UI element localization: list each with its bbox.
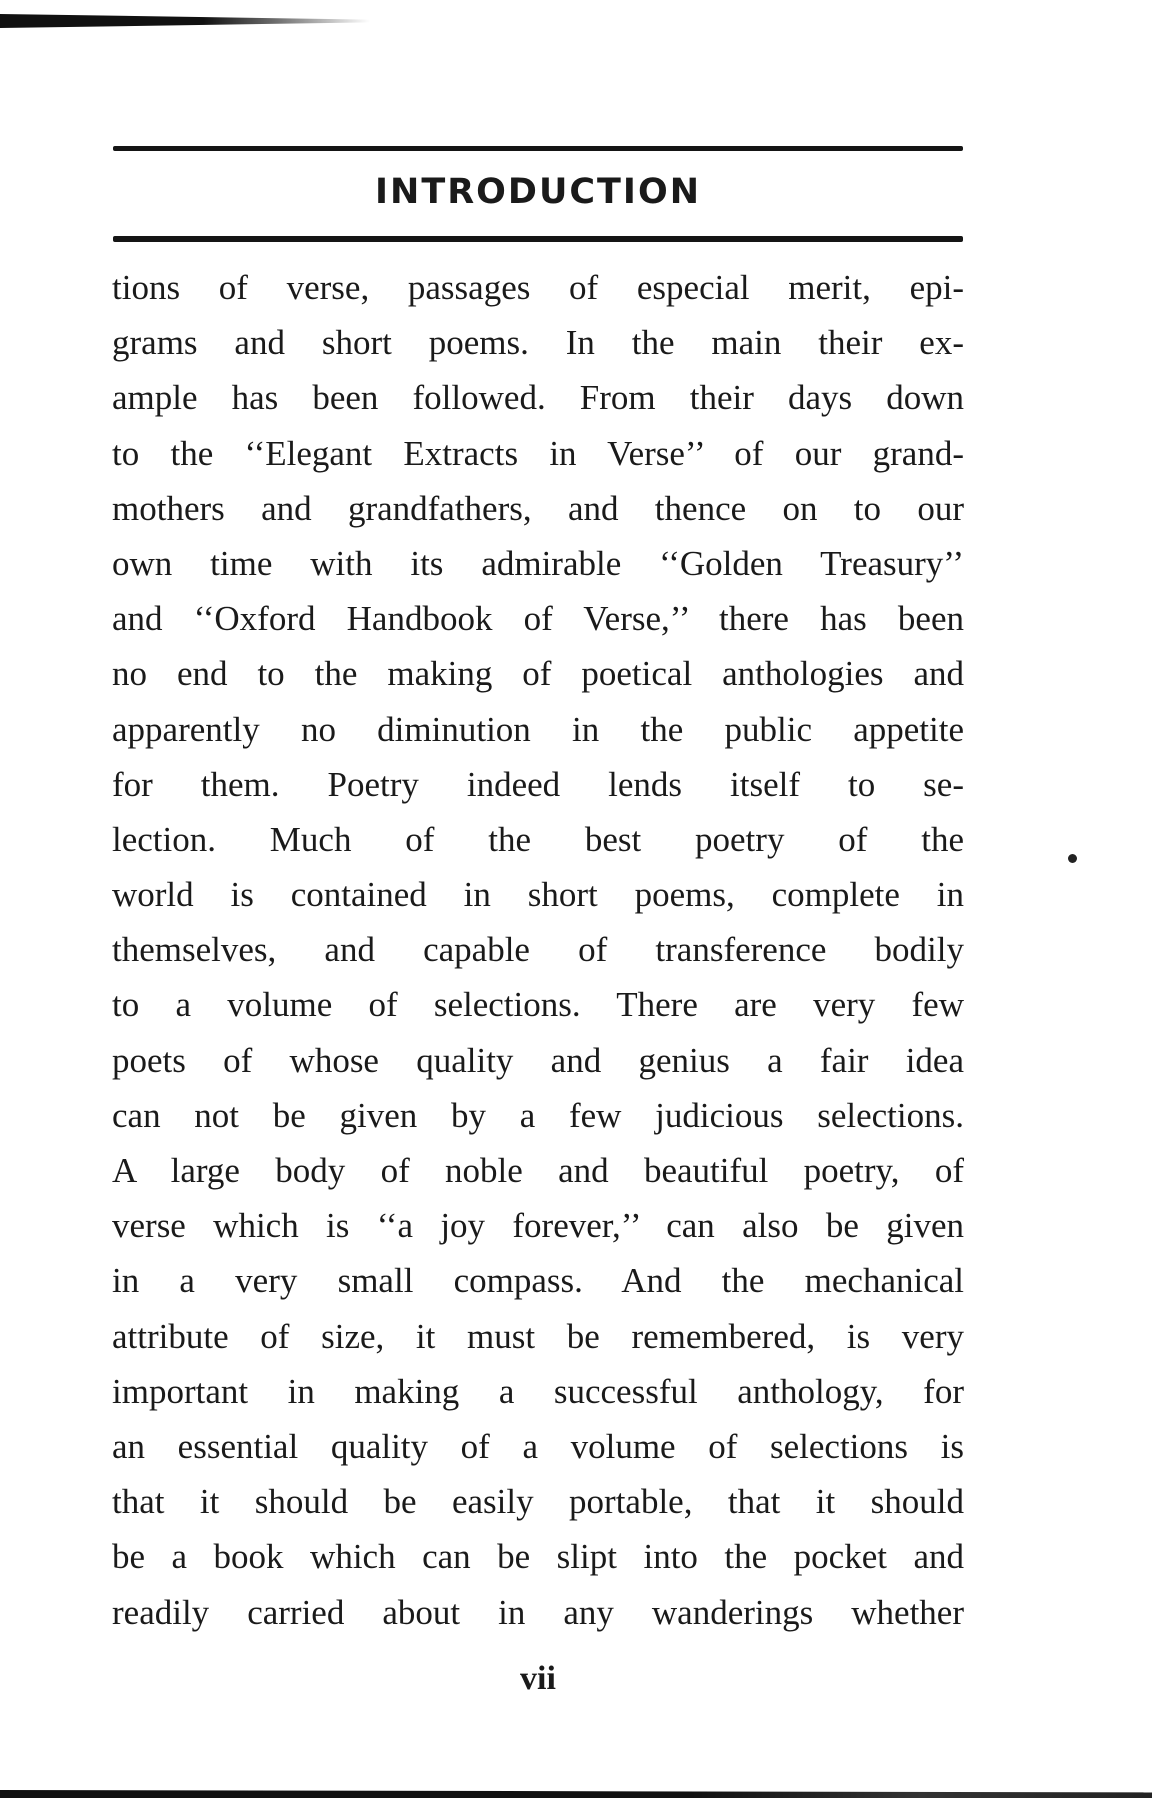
scan-edge-top xyxy=(0,14,370,28)
text-line: own time with its admirable ‘‘Golden Treasury’’ xyxy=(112,543,964,583)
text-line: ample has been followed. From their days down xyxy=(112,378,964,418)
text-line: that it should be easily portable, that it should xyxy=(112,1482,964,1522)
text-line: themselves, and capable of transference bodily xyxy=(112,930,964,970)
page-number: vii xyxy=(520,1660,556,1697)
text-line: tions of verse, passages of especial merit, epi- xyxy=(112,268,964,307)
margin-ink-mark xyxy=(1068,854,1077,863)
text-line: an essential quality of a volume of selections is xyxy=(112,1426,964,1466)
text-line: attribute of size, it must be remembered, is very xyxy=(112,1316,964,1356)
body-text xyxy=(112,260,964,1640)
text-line: to the ‘‘Elegant Extracts in Verse’’ of our grand- xyxy=(112,433,964,473)
text-line: apparently no diminution in the public appetite xyxy=(112,709,964,749)
header-rule-bottom xyxy=(113,236,963,242)
text-line: be a book which can be slipt into the pocket and xyxy=(112,1537,964,1577)
text-line: and ‘‘Oxford Handbook of Verse,’’ there has been xyxy=(112,599,964,639)
header-rule-top xyxy=(113,146,963,151)
scan-edge-bottom xyxy=(0,1790,1152,1798)
text-line: poets of whose quality and genius a fair idea xyxy=(112,1040,964,1080)
text-line: lection. Much of the best poetry of the xyxy=(112,819,964,859)
text-line: to a volume of selections. There are very few xyxy=(112,985,964,1025)
running-head: INTRODUCTION xyxy=(375,172,701,212)
text-line: no end to the making of poetical anthologies and xyxy=(112,654,964,694)
text-line: in a very small compass. And the mechanical xyxy=(112,1261,964,1301)
text-line: world is contained in short poems, complete in xyxy=(112,875,964,915)
text-line: for them. Poetry indeed lends itself to se- xyxy=(112,764,964,804)
text-line: can not be given by a few judicious selections. xyxy=(112,1095,964,1135)
text-line: important in making a successful anthology, for xyxy=(112,1371,964,1411)
text-line: grams and short poems. In the main their ex- xyxy=(112,323,964,363)
text-line: A large body of noble and beautiful poetry, of xyxy=(112,1151,964,1190)
text-line: verse which is ‘‘a joy forever,’’ can also be given xyxy=(112,1206,964,1246)
text-line: mothers and grandfathers, and thence on to our xyxy=(112,488,964,528)
text-line: readily carried about in any wanderings whether xyxy=(112,1592,964,1632)
